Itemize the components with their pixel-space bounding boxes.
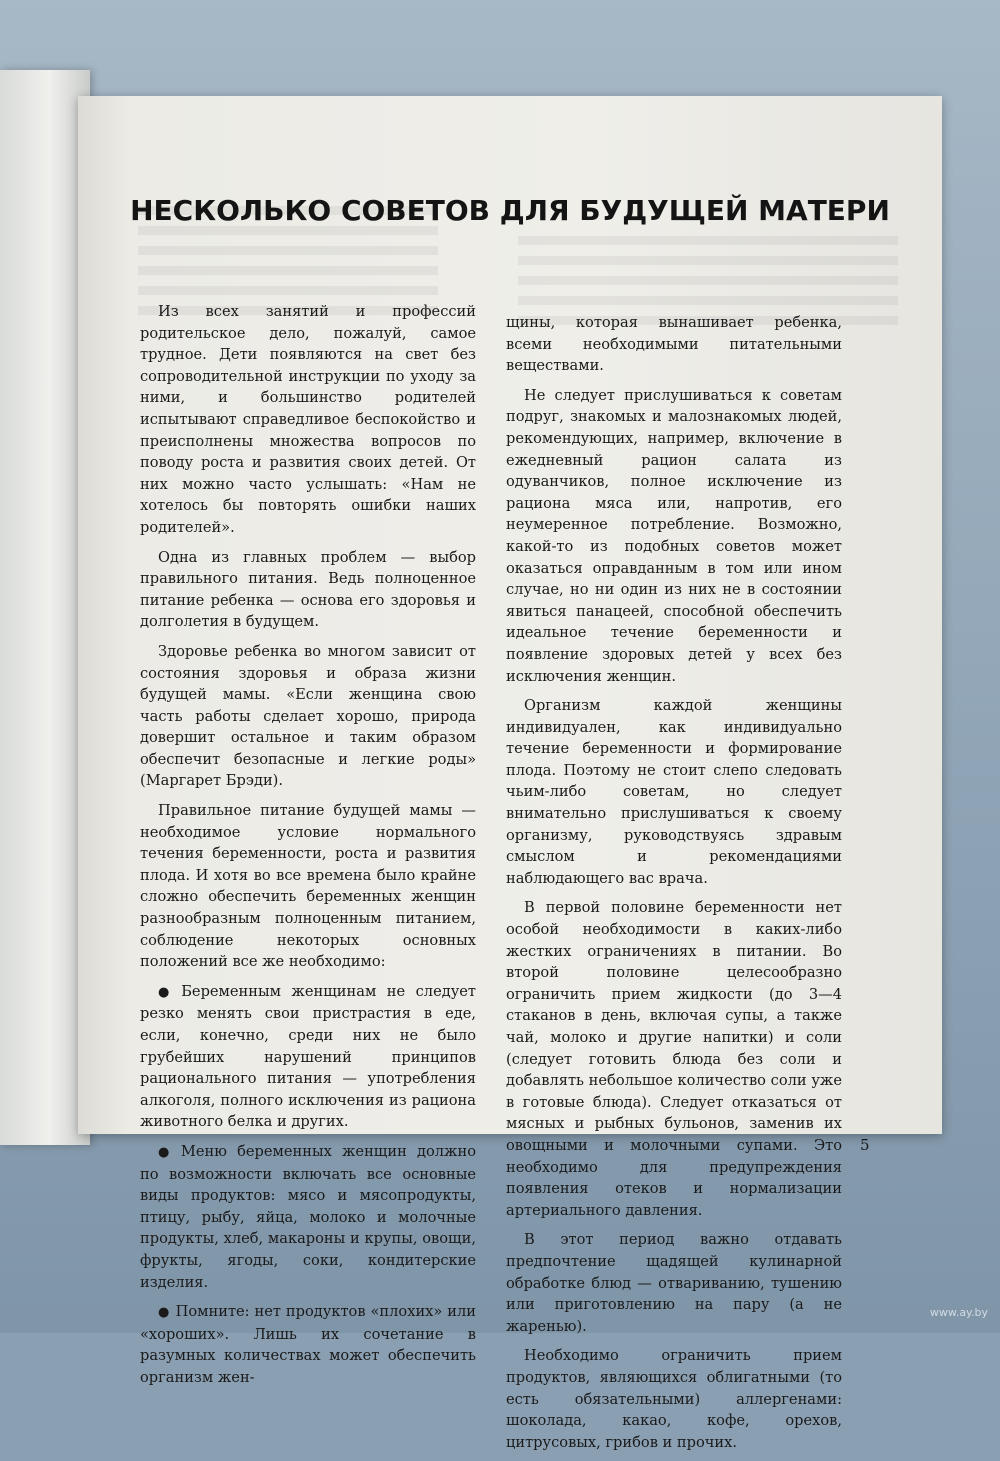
paragraph-continuation: щины, которая вынашивает ребенка, всеми необходимыми питательными веществами. <box>506 314 842 375</box>
paragraph: Из всех занятий и профессий родительское дело, пожалуй, самое трудное. Дети появляются на свет без сопроводительной инструкции по уходу за ними, и большинство родителей испытывают справедливое беспокойство и преисполнены множества вопросов по поводу роста и развития своих детей. От них можно часто услышать: «Нам не хотелось бы повторять ошибки наших родителей». <box>140 303 476 536</box>
list-item-text: Беременным женщинам не следует резко менять свои пристрастия в еде, если, конечно, среди них не было грубейших нарушений принципов рационального питания — употребления алкоголя, полного исключения из рациона животного белка и других. <box>140 982 476 1131</box>
paragraph: Правильное питание будущей мамы — необходимое условие нормального течения беременности, роста и развития плода. И хотя во все времена было крайне сложно обеспечить беременных женщин разнообразным полноценным питанием, соблюдение некоторых основных положений все же необходимо: <box>140 802 476 971</box>
paragraph: В этот период важно отдавать предпочтение щадящей кулинарной обработке блюд — отвариванию, тушению или приготовлению на пару (а не жаренью). <box>506 1231 842 1335</box>
left-column <box>140 301 476 1397</box>
bullet-list <box>140 981 476 1389</box>
bullet-icon: ● <box>158 984 176 1000</box>
page-title: НЕСКОЛЬКО СОВЕТОВ ДЛЯ БУДУЩЕЙ МАТЕРИ <box>130 194 890 227</box>
list-item-text: Помните: нет продуктов «плохих» или «хороших». Лишь их сочетание в разумных количествах может обеспечить организм жен- <box>140 1303 476 1386</box>
list-item <box>140 1301 476 1388</box>
list-item <box>140 981 476 1133</box>
paragraph: В первой половине беременности нет особой необходимости в каких-либо жестких ограничениях в питании. Во второй половине целесообразно ограничить прием жидкости (до 3—4 стаканов в день, включая супы, а также чай, молоко и другие напитки) и соли (следует готовить блюда без соли и добавлять небольшое количество соли уже в готовые блюда). Следует отказаться от мясных и рыбных бульонов, заменив их овощными и молочными супами. Это необходимо для предупреждения появления отеков и нормализации артериального давления. <box>506 899 842 1219</box>
list-item <box>140 1141 476 1293</box>
right-column <box>506 312 842 1461</box>
paragraph: Одна из главных проблем — выбор правильного питания. Ведь полноценное питание ребенка — основа его здоровья и долголетия в будущем. <box>140 548 476 631</box>
paragraph: Здоровье ребенка во многом зависит от состояния здоровья и образа жизни будущей мамы. «Если женщина свою часть работы сделает хорошо, природа довершит остальное и таким образом обеспечит безопасные и легкие роды» (Маргарет Брэди). <box>140 642 476 790</box>
page-number: 5 <box>860 1136 870 1154</box>
paragraph: Организм каждой женщины индивидуален, как индивидуально течение беременности и формирование плода. Поэтому не стоит слепо следовать чьим-либо советам, но следует внимательно прислушиваться к своему организму, руководствуясь здравым смыслом и рекомендациями наблюдающего вас врача. <box>506 697 842 887</box>
watermark: www.ay.by <box>929 1306 988 1319</box>
paragraph: Не следует прислушиваться к советам подруг, знакомых и малознакомых людей, рекомендующих, например, включение в ежедневный рацион салата из одуванчиков, полное исключение из рациона мяса или, напротив, его неумеренное потребление. Возможно, какой-то из подобных советов может оказаться оправданным в том или ином случае, но ни один из них не в состоянии явиться панацеей, способной обеспечить идеальное течение беременности и появление здоровых детей у всех без исключения женщин. <box>506 386 842 685</box>
book-page <box>78 96 942 1451</box>
paragraph: Необходимо ограничить прием продуктов, являющихся облигатными (то есть обязательными) аллергенами: шоколада, какао, кофе, орехов, цитрусовых, грибов и прочих. <box>506 1347 842 1451</box>
bullet-icon: ● <box>158 1305 170 1321</box>
list-item-text: Меню беременных женщин должно по возможности включать все основные виды продуктов: мясо и мясопродукты, птицу, рыбу, яйца, молоко и молочные продукты, хлеб, макароны и крупы, овощи, фрукты, ягоды, соки, кондитерские изделия. <box>140 1142 476 1291</box>
book-cover-edge <box>0 70 90 1145</box>
bullet-icon: ● <box>158 1144 175 1160</box>
